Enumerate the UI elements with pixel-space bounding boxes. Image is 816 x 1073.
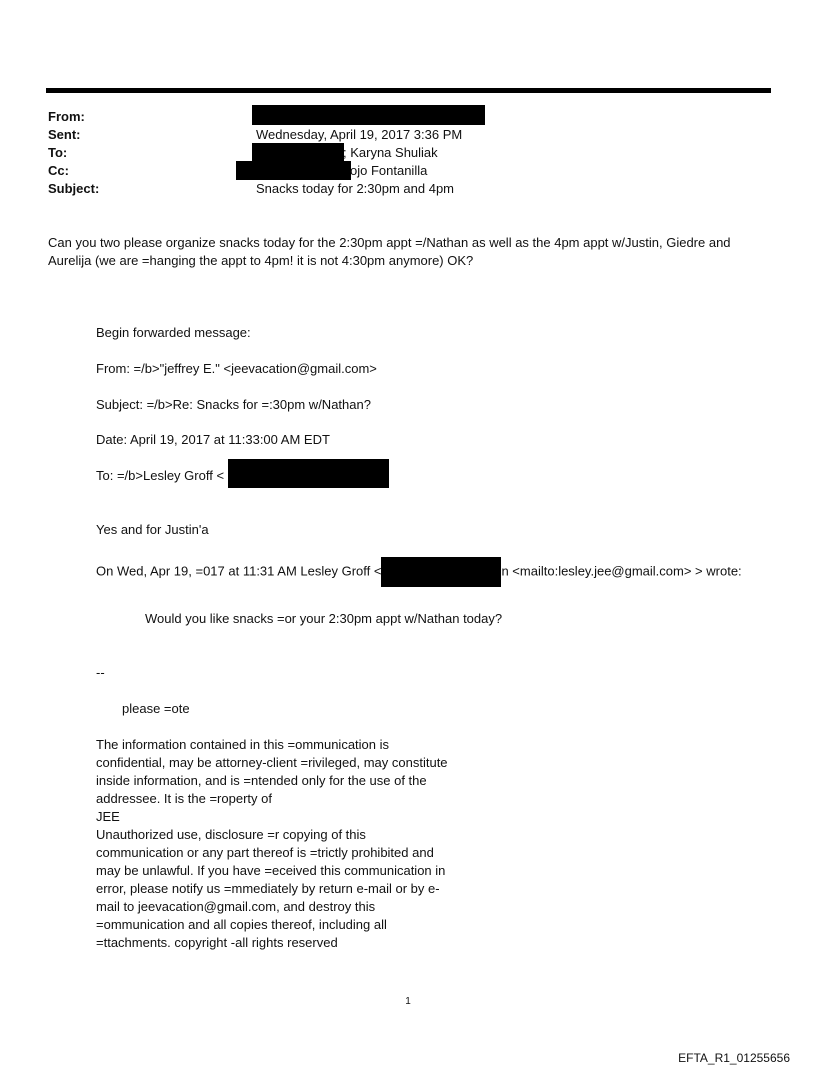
disclaimer-paragraph-1: The information contained in this =ommunication is confidential, may be attorney-client =rivileged, may constitute inside information, and is =ntended only for the use of the addressee. It is the =roperty of (96, 737, 448, 806)
redaction-from (252, 105, 485, 125)
redaction-cc (236, 161, 351, 180)
forwarded-intro: Begin forwarded message: (96, 325, 251, 340)
forwarded-date: Date: April 19, 2017 at 11:33:00 AM EDT (96, 432, 330, 447)
bates-number: EFTA_R1_01255656 (678, 1051, 790, 1065)
message-body: Can you two please organize snacks today for the 2:30pm appt =/Nathan as well as the 4pm appt w/Justin, Giedre and Aurelija (we are =hanging the appt to 4pm! it is not 4:30pm anymore) OK? (48, 235, 731, 268)
redaction-to (252, 143, 344, 162)
sent-label: Sent: (48, 127, 81, 142)
reply-text: Yes and for Justin'a (96, 522, 209, 537)
cc-label: Cc: (48, 163, 69, 178)
on-wrote-line (96, 557, 742, 587)
from-label: From: (48, 109, 85, 124)
forwarded-subject: Subject: =/b>Re: Snacks for =:30pm w/Nathan? (96, 397, 371, 412)
to-label: To: (48, 145, 68, 160)
disclaimer-block (96, 736, 456, 952)
subject-label: Subject: (48, 181, 100, 196)
to-value: ; Karyna Shuliak (343, 145, 438, 160)
header-divider-rule (46, 88, 771, 93)
sent-value: Wednesday, April 19, 2017 3:36 PM (256, 127, 463, 142)
disclaimer-org: JEE (96, 809, 120, 824)
on-wrote-suffix: n <mailto:lesley.jee@gmail.com> > wrote: (501, 563, 742, 579)
cc-value: ojo Fontanilla (350, 163, 428, 178)
quoted-question: Would you like snacks =or your 2:30pm appt w/Nathan today? (145, 611, 503, 626)
signature-note: please =ote (122, 701, 190, 716)
forwarded-to (96, 467, 224, 485)
disclaimer-paragraph-2: Unauthorized use, disclosure =r copying of this communication or any part thereof is =trictly prohibited and may be unlawful. If you have =eceived this communication in error, please notify us =mmediately by return e-mail or by e-mail to jeevacation@gmail.com, and destroy this =ommunication and all copies thereof, including all =ttachments. copyright -all rights reserved (96, 827, 446, 950)
on-wrote-prefix: On Wed, Apr 19, =017 at 11:31 AM Lesley Groff < (96, 563, 382, 579)
forwarded-from: From: =/b>"jeffrey E." <jeevacation@gmail.com> (96, 361, 377, 376)
subject-value: Snacks today for 2:30pm and 4pm (256, 181, 455, 196)
redaction-on-wrote (381, 557, 501, 587)
signature-dashes: -- (96, 665, 105, 680)
forwarded-to-text: To: =/b>Lesley Groff < (96, 468, 225, 483)
redaction-forwarded-to (228, 459, 389, 488)
page-number: 1 (405, 996, 411, 1007)
